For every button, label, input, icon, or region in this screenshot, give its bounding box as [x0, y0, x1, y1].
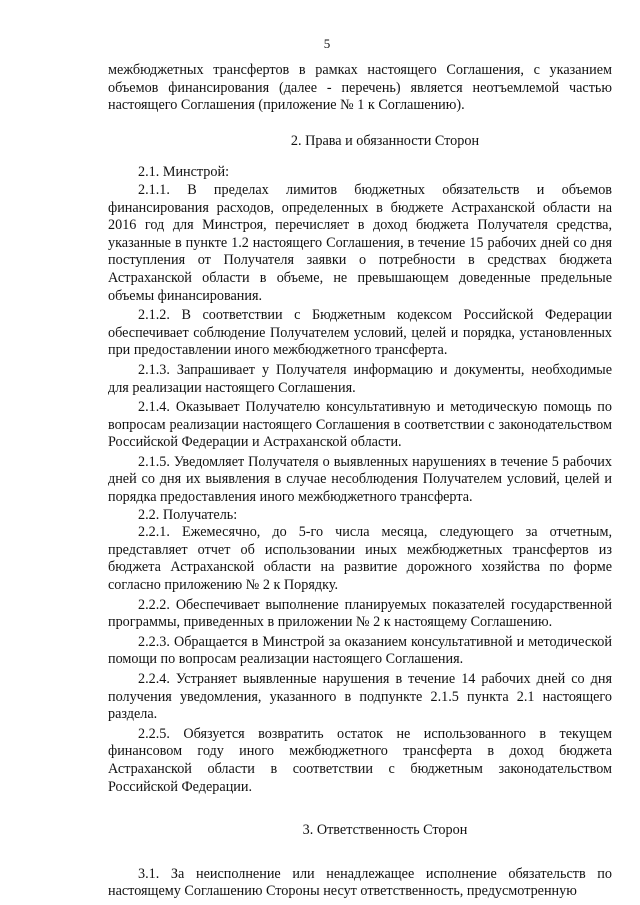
page-number: 5 — [323, 36, 331, 51]
clause-2-2-2: 2.2.2. Обеспечивает выполнение планируемых показателей государственной программы, приведенных в приложении № 2 к настоящему Соглашению. — [108, 596, 612, 631]
clause-2-1-4: 2.1.4. Оказывает Получателю консультативную и методическую помощь по вопросам реализации настоящего Соглашения в соответствии с законодательством Российской Федерации и Астраханской области. — [108, 399, 612, 451]
clause-2-1-5: 2.1.5. Уведомляет Получателя о выявленных нарушениях в течение 5 рабочих дней со дня их выявления в случае несоблюдения Получателем условий, целей и порядка предоставления иного межбюджетного трансферта. — [108, 453, 612, 506]
clause-2-2-5: 2.2.5. Обязуется возвратить остаток не использованного в текущем финансовом году иного межбюджетного трансферта в доход бюджета Астраханской области в соответствии с бюджетным законодательством Российской Федерации. — [108, 725, 612, 795]
section-3-title: 3. Ответственность Сторон — [302, 822, 468, 839]
clause-2-1: 2.1. Минстрой: — [138, 164, 230, 181]
clause-2-1-3: 2.1.3. Запрашивает у Получателя информацию и документы, необходимые для реализации настоящего Соглашения. — [108, 361, 612, 396]
clause-2-2-1: 2.2.1. Ежемесячно, до 5-го числа месяца, следующего за отчетным, представляет отчет об использовании иных межбюджетных трансфертов из бюджета Астраханской области на развитие дорожного хозяйства по форме согласно приложению № 2 к Порядку. — [108, 524, 612, 594]
clause-2-2-3: 2.2.3. Обращается в Минстрой за оказанием консультативной и методической помощи по вопросам реализации настоящего Соглашения. — [108, 633, 612, 668]
document-body — [108, 62, 612, 901]
clause-3-1: 3.1. За неисполнение или ненадлежащее исполнение обязательств по настоящему Соглашению Стороны несут ответственность, предусмотренную — [108, 865, 612, 900]
intro-paragraph: межбюджетных трансфертов в рамках настоящего Соглашения, с указанием объемов финансирования (далее - перечень) является неотъемлемой частью настоящего Соглашения (приложение № 1 к Соглашению). — [108, 62, 612, 114]
clause-2-2-4: 2.2.4. Устраняет выявленные нарушения в течение 14 рабочих дней со дня получения уведомления, указанного в подпункте 2.1.5 пункта 2.1 настоящего раздела. — [108, 671, 612, 723]
clause-2-2: 2.2. Получатель: — [138, 506, 238, 523]
section-2-title: 2. Права и обязанности Сторон — [290, 132, 480, 149]
clause-2-1-1: 2.1.1. В пределах лимитов бюджетных обязательств и объемов финансирования расходов, определенных в бюджете Астраханской области на 2016 год для Минстроя, перечисляет в доход бюджета Получателя средства, указанные в пункте 1.2 настоящего Соглашения, в течение 15 рабочих дней со дня поступления от Получателя заявки о потребности в средствах бюджета Астраханской области в объеме, не превышающем доведенные предельные объемы финансирования. — [108, 181, 612, 304]
clause-2-1-2: 2.1.2. В соответствии с Бюджетным кодексом Российской Федерации обеспечивает соблюдение Получателем условий, целей и порядка, установленных при предоставлении иного межбюджетного трансферта. — [108, 307, 612, 359]
